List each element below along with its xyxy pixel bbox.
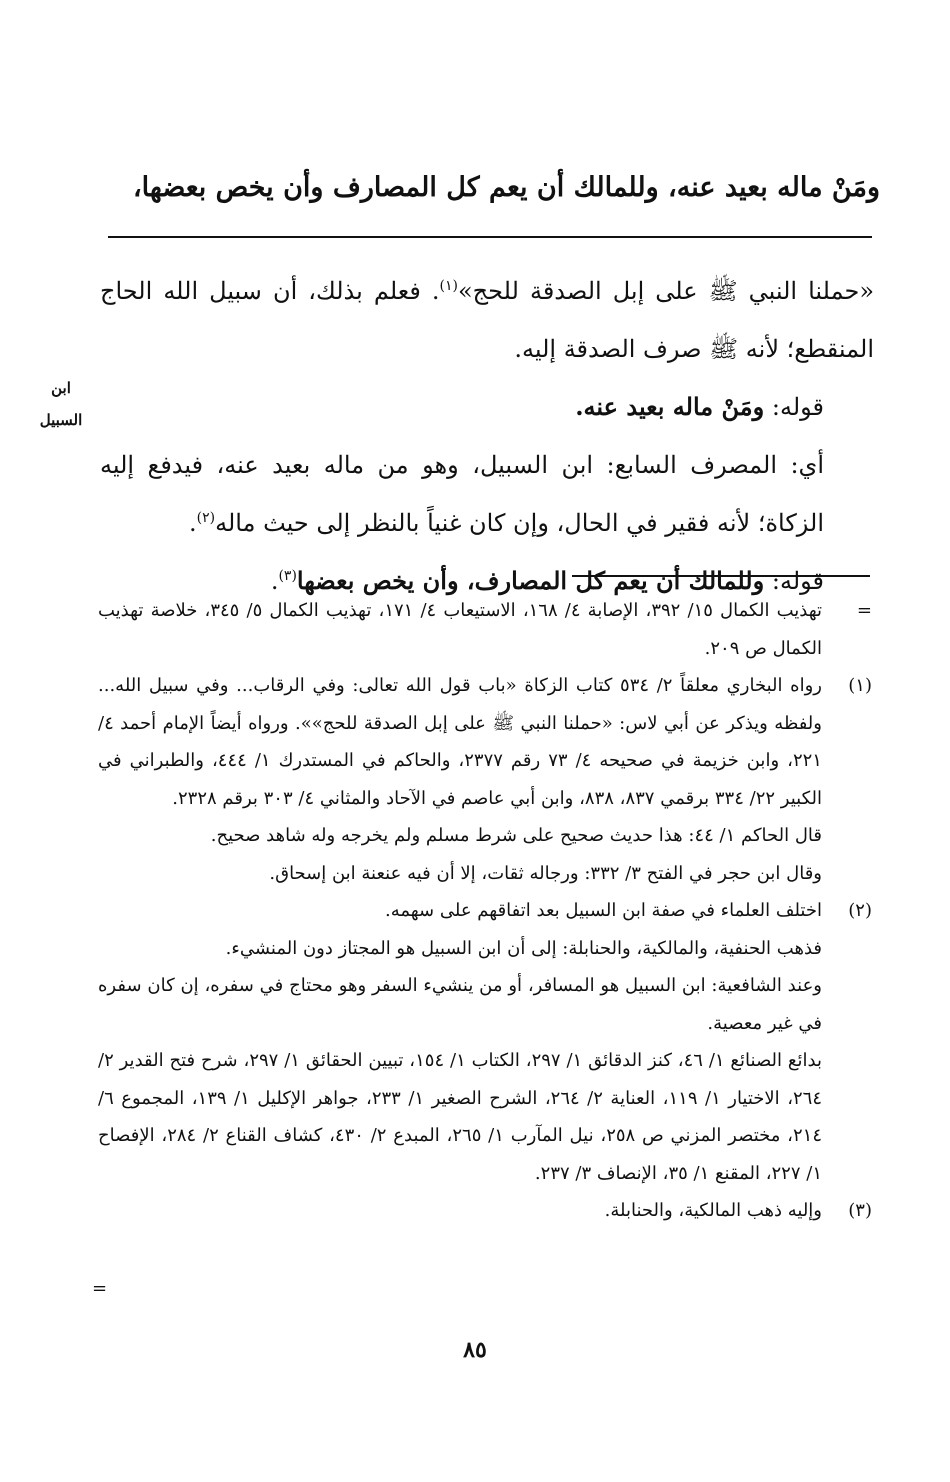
footnote-ref-2: (٢): [196, 510, 216, 526]
paragraph-3: أي: المصرف السابع: ابن السبيل، وهو من ماله بعيد عنه، فيدفع إليه الزكاة؛ لأنه فقير في الحال، وإن كان غنياً بالنظر إلى حيث ماله$^{(٢)}$.: [100, 451, 824, 537]
footnote-3-number: (٣): [848, 1200, 872, 1221]
footnote-2-number: (٢): [848, 900, 872, 921]
footnote-ref-1: (١): [439, 278, 458, 294]
paragraph-1-continuation: . فعلم بذلك، أن سبيل الله الحاج المنقطع؛ لأنه ﷺ صرف الصدقة إليه.: [100, 277, 874, 363]
header-divider: [108, 236, 872, 238]
footnote-2-body: [98, 892, 822, 1192]
footnote-1-line: وقال ابن حجر في الفتح ٣/ ٣٣٢: ورجاله ثقات، إلا أن فيه عنعنة ابن إسحاق.: [269, 862, 822, 884]
footnote-1-line: قال الحاكم ١/ ٤٤: هذا حديث صحيح على شرط مسلم ولم يخرجه وله شاهد صحيح.: [210, 825, 822, 846]
matn-quote-2: وللمالك أن يعم كل المصارف، وأن يخص بعضها: [296, 566, 765, 595]
margin-note-line-2: السبيل: [39, 411, 83, 429]
continued-text: تهذيب الكمال ١٥/ ٣٩٢، الإصابة ٤/ ١٦٨، الاستيعاب ٤/ ١٧١، تهذيب الكمال ٥/ ٣٤٥، خلاصة تهذيب الكمال ص ٢٠٩.: [98, 600, 823, 659]
footnote-continued: [98, 592, 872, 667]
footnote-2-line: وعند الشافعية: ابن السبيل هو المسافر، أو من ينشيء السفر وهو محتاج في سفره، إن كان سفره في غير معصية.: [98, 975, 822, 1034]
running-header: ومَنْ ماله بعيد عنه، وللمالك أن يعم كل المصارف وأن يخص بعضها،: [132, 172, 880, 203]
footnote-2-line: اختلف العلماء في صفة ابن السبيل بعد اتفاقهم على سهمه.: [384, 900, 822, 921]
footnote-ref-3: (٣): [278, 568, 297, 584]
paragraph-2: [100, 378, 874, 436]
page-number: ٨٥: [463, 1337, 487, 1363]
footnote-3: [98, 1192, 872, 1230]
footnote-3-body: وإليه ذهب المالكية، والحنابلة.: [604, 1200, 822, 1221]
matn-quote-1: ومَنْ ماله بعيد عنه.: [575, 392, 765, 421]
continued-marker: =: [856, 600, 872, 621]
footnote-1-number: (١): [848, 675, 872, 696]
main-text: [100, 262, 874, 610]
footnote-2: [98, 892, 872, 1192]
hadith-quote: «حملنا النبي ﷺ على إبل الصدقة للحج»: [457, 277, 874, 305]
footnote-1: [98, 667, 872, 892]
paragraph-1: [100, 262, 874, 378]
footnote-divider: [572, 575, 870, 577]
footnote-1-line: رواه البخاري معلقاً ٢/ ٥٣٤ كتاب الزكاة «باب قول الله تعالى: وفي الرقاب... وفي سبيل الله... ولفظه ويذكر عن أبي لاس: «حملنا النبي ﷺ على إبل الصدقة للحج»». ورواه أيضاً الإمام أحمد ٤/ ٢٢١، وابن خزيمة في صحيحه ٤/ ٧٣ رقم ٢٣٧٧، والحاكم في المستدرك ١/ ٤٤٤، والطبراني في الكبير ٢٢/ ٣٣٤ برقمي ٨٣٧، ٨٣٨، وابن أبي عاصم في الآحاد والمثاني ٤/ ٣٠٣ برقم ٢٣٢٨.: [98, 675, 822, 809]
paragraph-3-text: أي: المصرف السابع: ابن السبيل، وهو من ماله بعيد عنه، فيدفع إليه الزكاة؛ لأنه فقير في الحال، وإن كان غنياً بالنظر إلى حيث ماله: [100, 451, 824, 537]
footnote-2-line: بدائع الصنائع ١/ ٤٦، كنز الدقائق ١/ ٢٩٧، الكتاب ١/ ١٥٤، تبيين الحقائق ١/ ٢٩٧، شرح فتح القدير ٢/ ٢٦٤، الاختيار ١/ ١١٩، العناية ٢/ ٢٦٤، الشرح الصغير ١/ ٢٣٣، جواهر الإكليل ١/ ١٣٩، المجموع ٦/ ٢١٤، مختصر المزني ص ٢٥٨، نيل المآرب ١/ ٢٦٥، المبدع ٢/ ٤٣٠، كشاف القناع ٢/ ٢٨٤، الإفصاح ١/ ٢٢٧، المقنع ١/ ٣٥، الإنصاف ٣/ ٢٣٧.: [98, 1050, 823, 1184]
paragraph-4: قوله: وللمالك أن يعم كل المصارف، وأن يخص بعضها$^{(٣)}$.: [270, 566, 824, 595]
footnotes: [98, 592, 872, 1230]
margin-note-line-1: ابن: [51, 379, 71, 397]
margin-note: [30, 372, 92, 436]
qawluhu-label: قوله:: [771, 393, 824, 421]
qawluhu-label: قوله:: [771, 567, 824, 595]
continues-marker: =: [92, 1278, 108, 1299]
footnote-1-body: [98, 667, 822, 892]
footnote-2-line: فذهب الحنفية، والمالكية، والحنابلة: إلى أن ابن السبيل هو المجتاز دون المنشيء.: [225, 937, 822, 959]
